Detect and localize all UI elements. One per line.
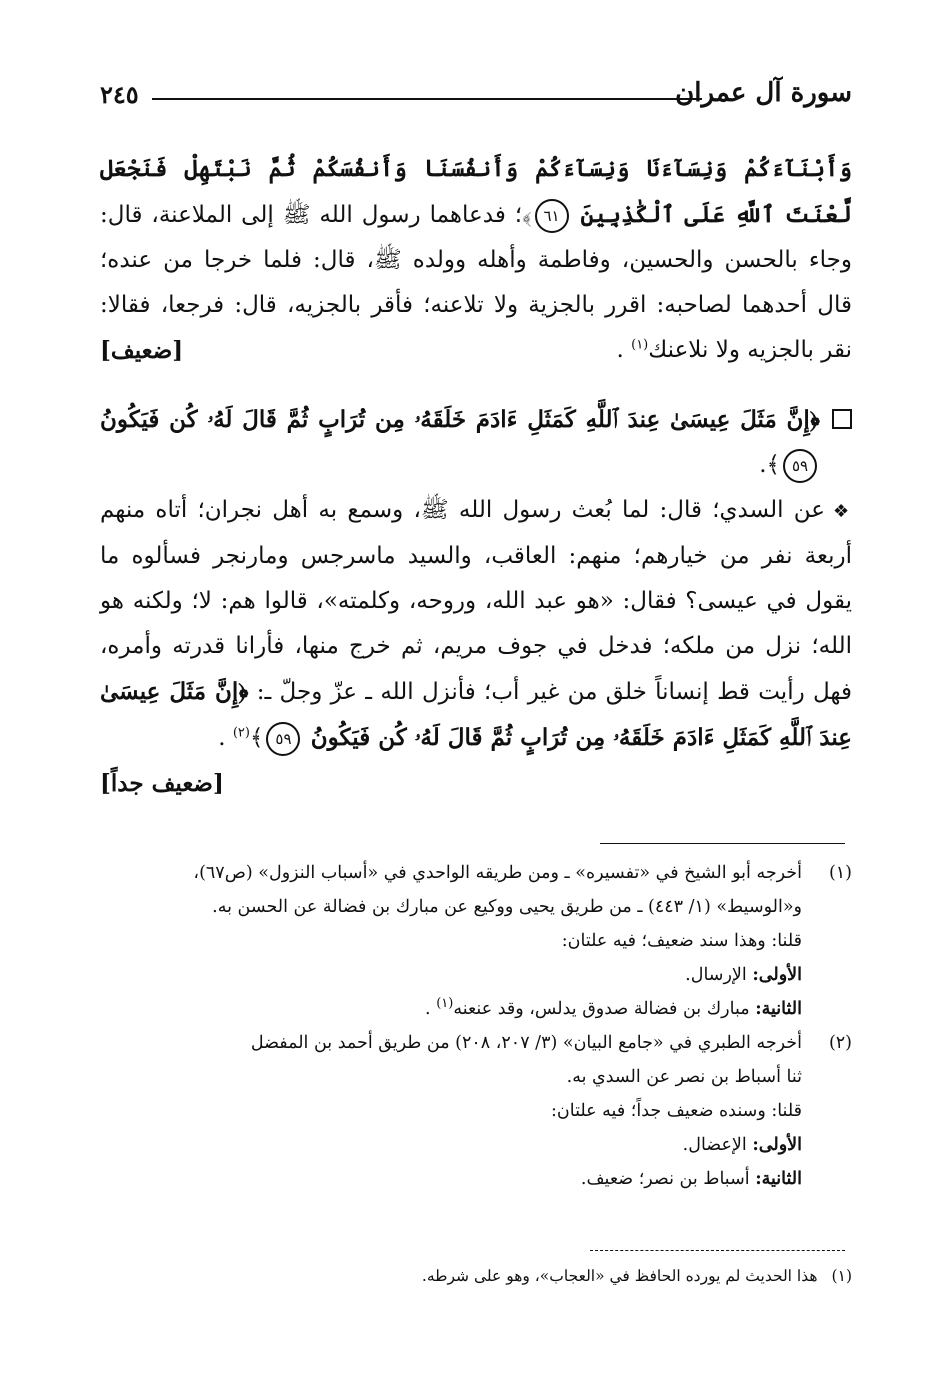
footnote-2 bbox=[118, 1026, 852, 1196]
footnote-text: هذا الحديث لم يورده الحافظ في «العجاب»، وهو على شرطه. bbox=[421, 1267, 818, 1285]
paragraph-text: عن السدي؛ قال: لما بُعث رسول الله ﷺ، وسمع به أهل نجران؛ أتاه منهم أربعة نفر من خيارهم؛ منهم: العاقب، والسيد ماسرجس ومارنجر فسألوه ما يقول في عيسى؟ فقال: «هو عبد الله، وروحه، وكلمته»، قالوا هم: لا؛ ولكنه هو الله؛ نزل من ملكه؛ فدخل في جوف مريم، ثم خرج منها، فأرانا قدرته وأمره، فهل رأيت قط إنساناً خلق من غير أب؛ فأنزل الله ـ عزّ وجلّ ـ: bbox=[100, 497, 852, 705]
footnote-number: (١) bbox=[831, 1267, 852, 1285]
footnote-label: الأولى: bbox=[752, 965, 802, 985]
footnote-ref: (١) bbox=[631, 337, 649, 353]
verse-close: ﴾ bbox=[249, 725, 264, 751]
footnote-1 bbox=[118, 856, 852, 1026]
verse-close: ﴾. bbox=[759, 452, 780, 478]
header-rule bbox=[152, 98, 702, 100]
ayah-number-marker: ٦١ bbox=[535, 199, 569, 233]
footnote-label: الثانية: bbox=[755, 1169, 802, 1189]
footnote-separator bbox=[600, 843, 845, 844]
footnote-line: قلنا: وهذا سند ضعيف؛ فيه علتان: bbox=[561, 931, 802, 951]
quran-verse: ﴿إِنَّ مَثَلَ عِيسَىٰ عِندَ ٱللَّهِ كَمَثَلِ ءَادَمَ خَلَقَهُۥ مِن تُرَابٍ ثُمَّ قَالَ لَهُۥ كُن فَيَكُونُ bbox=[100, 678, 852, 751]
ayah-number-marker: ٥٩ bbox=[266, 722, 300, 756]
sub-footnote bbox=[300, 1262, 852, 1290]
paragraph-1: وَأَبْنَآءَكُمْ وَنِسَآءَنَا وَنِسَآءَكُمْ وَأَنفُسَنَا وَأَنفُسَكُمْ ثُمَّ نَبْتَهِلْ فَنَجْعَل لَّعْنَتَ ٱللَّهِ عَلَى ٱلْكَٰذِبِينَ ٦١﴾؛ فدعاهما رسول الله ﷺ إلى الملاعنة، قال: وجاء بالحسن والحسين، وفاطمة وأهله وولده ﷺ، قال: فلما خرجا من عنده؛ قال أحدهما لصاحبه: اقرر بالجزية ولا تلاعنه؛ فأقر بالجزيه، قال: فرجعا، فقالا: نقر بالجزيه ولا نلاعنك$^{(١)}$ . [ضعيف] bbox=[100, 146, 852, 373]
footnote-line: الثانية: مبارك بن فضالة صدوق يدلس، وقد عنعنه$^{(١)}$ . bbox=[425, 996, 802, 1019]
footnote-label: الثانية: bbox=[755, 999, 802, 1019]
square-bullet-icon bbox=[832, 409, 852, 429]
footnote-line: ثنا أسباط بن نصر عن السدي به. bbox=[566, 1067, 802, 1087]
footnote-line: أخرجه الطبري في «جامع البيان» (٣/ ٢٠٧، ٢٠٨) من طريق أحمد بن المفضل bbox=[250, 1033, 802, 1053]
footnote-line: أخرجه أبو الشيخ في «تفسيره» ـ ومن طريقه الواحدي في «أسباب النزول» (ص٦٧)، bbox=[193, 863, 802, 883]
footnote-text: الإعضال. bbox=[682, 1135, 747, 1155]
grade-label: [ضعيف جداً] bbox=[100, 770, 224, 797]
footnote-line bbox=[118, 1162, 802, 1196]
footnote-ref: (١) bbox=[436, 996, 454, 1012]
diamond-bullet-icon: ❖ bbox=[832, 501, 853, 522]
page-header bbox=[100, 78, 852, 118]
footnotes bbox=[118, 856, 852, 1196]
footnote-line: قلنا: وسنده ضعيف جداً؛ فيه علتان: bbox=[551, 1101, 802, 1121]
section-verse bbox=[100, 397, 852, 488]
surah-title: سورة آل عمران bbox=[675, 78, 852, 108]
subnote-separator bbox=[590, 1250, 845, 1251]
footnote-ref: (٢) bbox=[232, 725, 250, 741]
footnote-number: (٢) bbox=[828, 1033, 852, 1053]
paragraph-2: ❖عن السدي؛ قال: لما بُعث رسول الله ﷺ، وسمع به أهل نجران؛ أتاه منهم أربعة نفر من خيارهم؛ منهم: العاقب، والسيد ماسرجس ومارنجر فسألوه ما يقول في عيسى؟ فقال: «هو عبد الله، وروحه، وكلمته»، قالوا هم: لا؛ ولكنه هو الله؛ نزل من ملكه؛ فدخل في جوف مريم، ثم خرج منها، فأرانا قدرته وأمره، فهل رأيت قط إنساناً خلق من غير أب؛ فأنزل الله ـ عزّ وجلّ ـ: ﴿إِنَّ مَثَلَ عِيسَىٰ عِندَ ٱللَّهِ كَمَثَلِ ءَادَمَ خَلَقَهُۥ مِن تُرَابٍ ثُمَّ قَالَ لَهُۥ كُن فَيَكُونُ ٥٩﴾$^{(٢)}$ . [ضعيف جداً] bbox=[100, 488, 852, 761]
footnote-number: (١) bbox=[828, 863, 852, 883]
footnote-line bbox=[118, 958, 802, 992]
quran-verse: وَأَبْنَآءَكُمْ وَنِسَآءَنَا وَنِسَآءَكُمْ وَأَنفُسَنَا وَأَنفُسَكُمْ ثُمَّ نَبْتَهِلْ فَنَجْعَل لَّعْنَتَ ٱللَّهِ عَلَى ٱلْكَٰذِبِينَ bbox=[100, 155, 853, 228]
footnote-text: مبارك بن فضالة صدوق يدلس، وقد عنعنه bbox=[453, 999, 750, 1019]
ayah-number-marker: ٥٩ bbox=[783, 449, 817, 483]
footnote-text: أسباط بن نصر؛ ضعيف. bbox=[580, 1169, 750, 1189]
main-text bbox=[100, 146, 852, 806]
quran-verse: ﴿إِنَّ مَثَلَ عِيسَىٰ عِندَ ٱللَّهِ كَمَثَلِ ءَادَمَ خَلَقَهُۥ مِن تُرَابٍ ثُمَّ قَالَ لَهُۥ كُن فَيَكُونُ bbox=[100, 406, 820, 433]
footnote-text: الإرسال. bbox=[685, 965, 747, 985]
paragraph-text: ؛ فدعاهما رسول الله ﷺ إلى الملاعنة، قال: وجاء بالحسن والحسين، وفاطمة وأهله وولده ﷺ، قال: فلما خرجا من عنده؛ قال أحدهما لصاحبه: اقرر بالجزية ولا تلاعنه؛ فأقر بالجزيه، قال: فرجعا، فقالا: نقر بالجزيه ولا نلاعنك bbox=[100, 202, 852, 363]
page-number: ٢٤٥ bbox=[100, 80, 139, 109]
grade-label: [ضعيف] bbox=[100, 337, 184, 364]
footnote-line bbox=[118, 1128, 802, 1162]
footnote-label: الأولى: bbox=[752, 1135, 802, 1155]
footnote-line: و«الوسيط» (١/ ٤٤٣) ـ من طريق يحيى ووكيع عن مبارك بن فضالة عن الحسن به. bbox=[212, 897, 802, 917]
